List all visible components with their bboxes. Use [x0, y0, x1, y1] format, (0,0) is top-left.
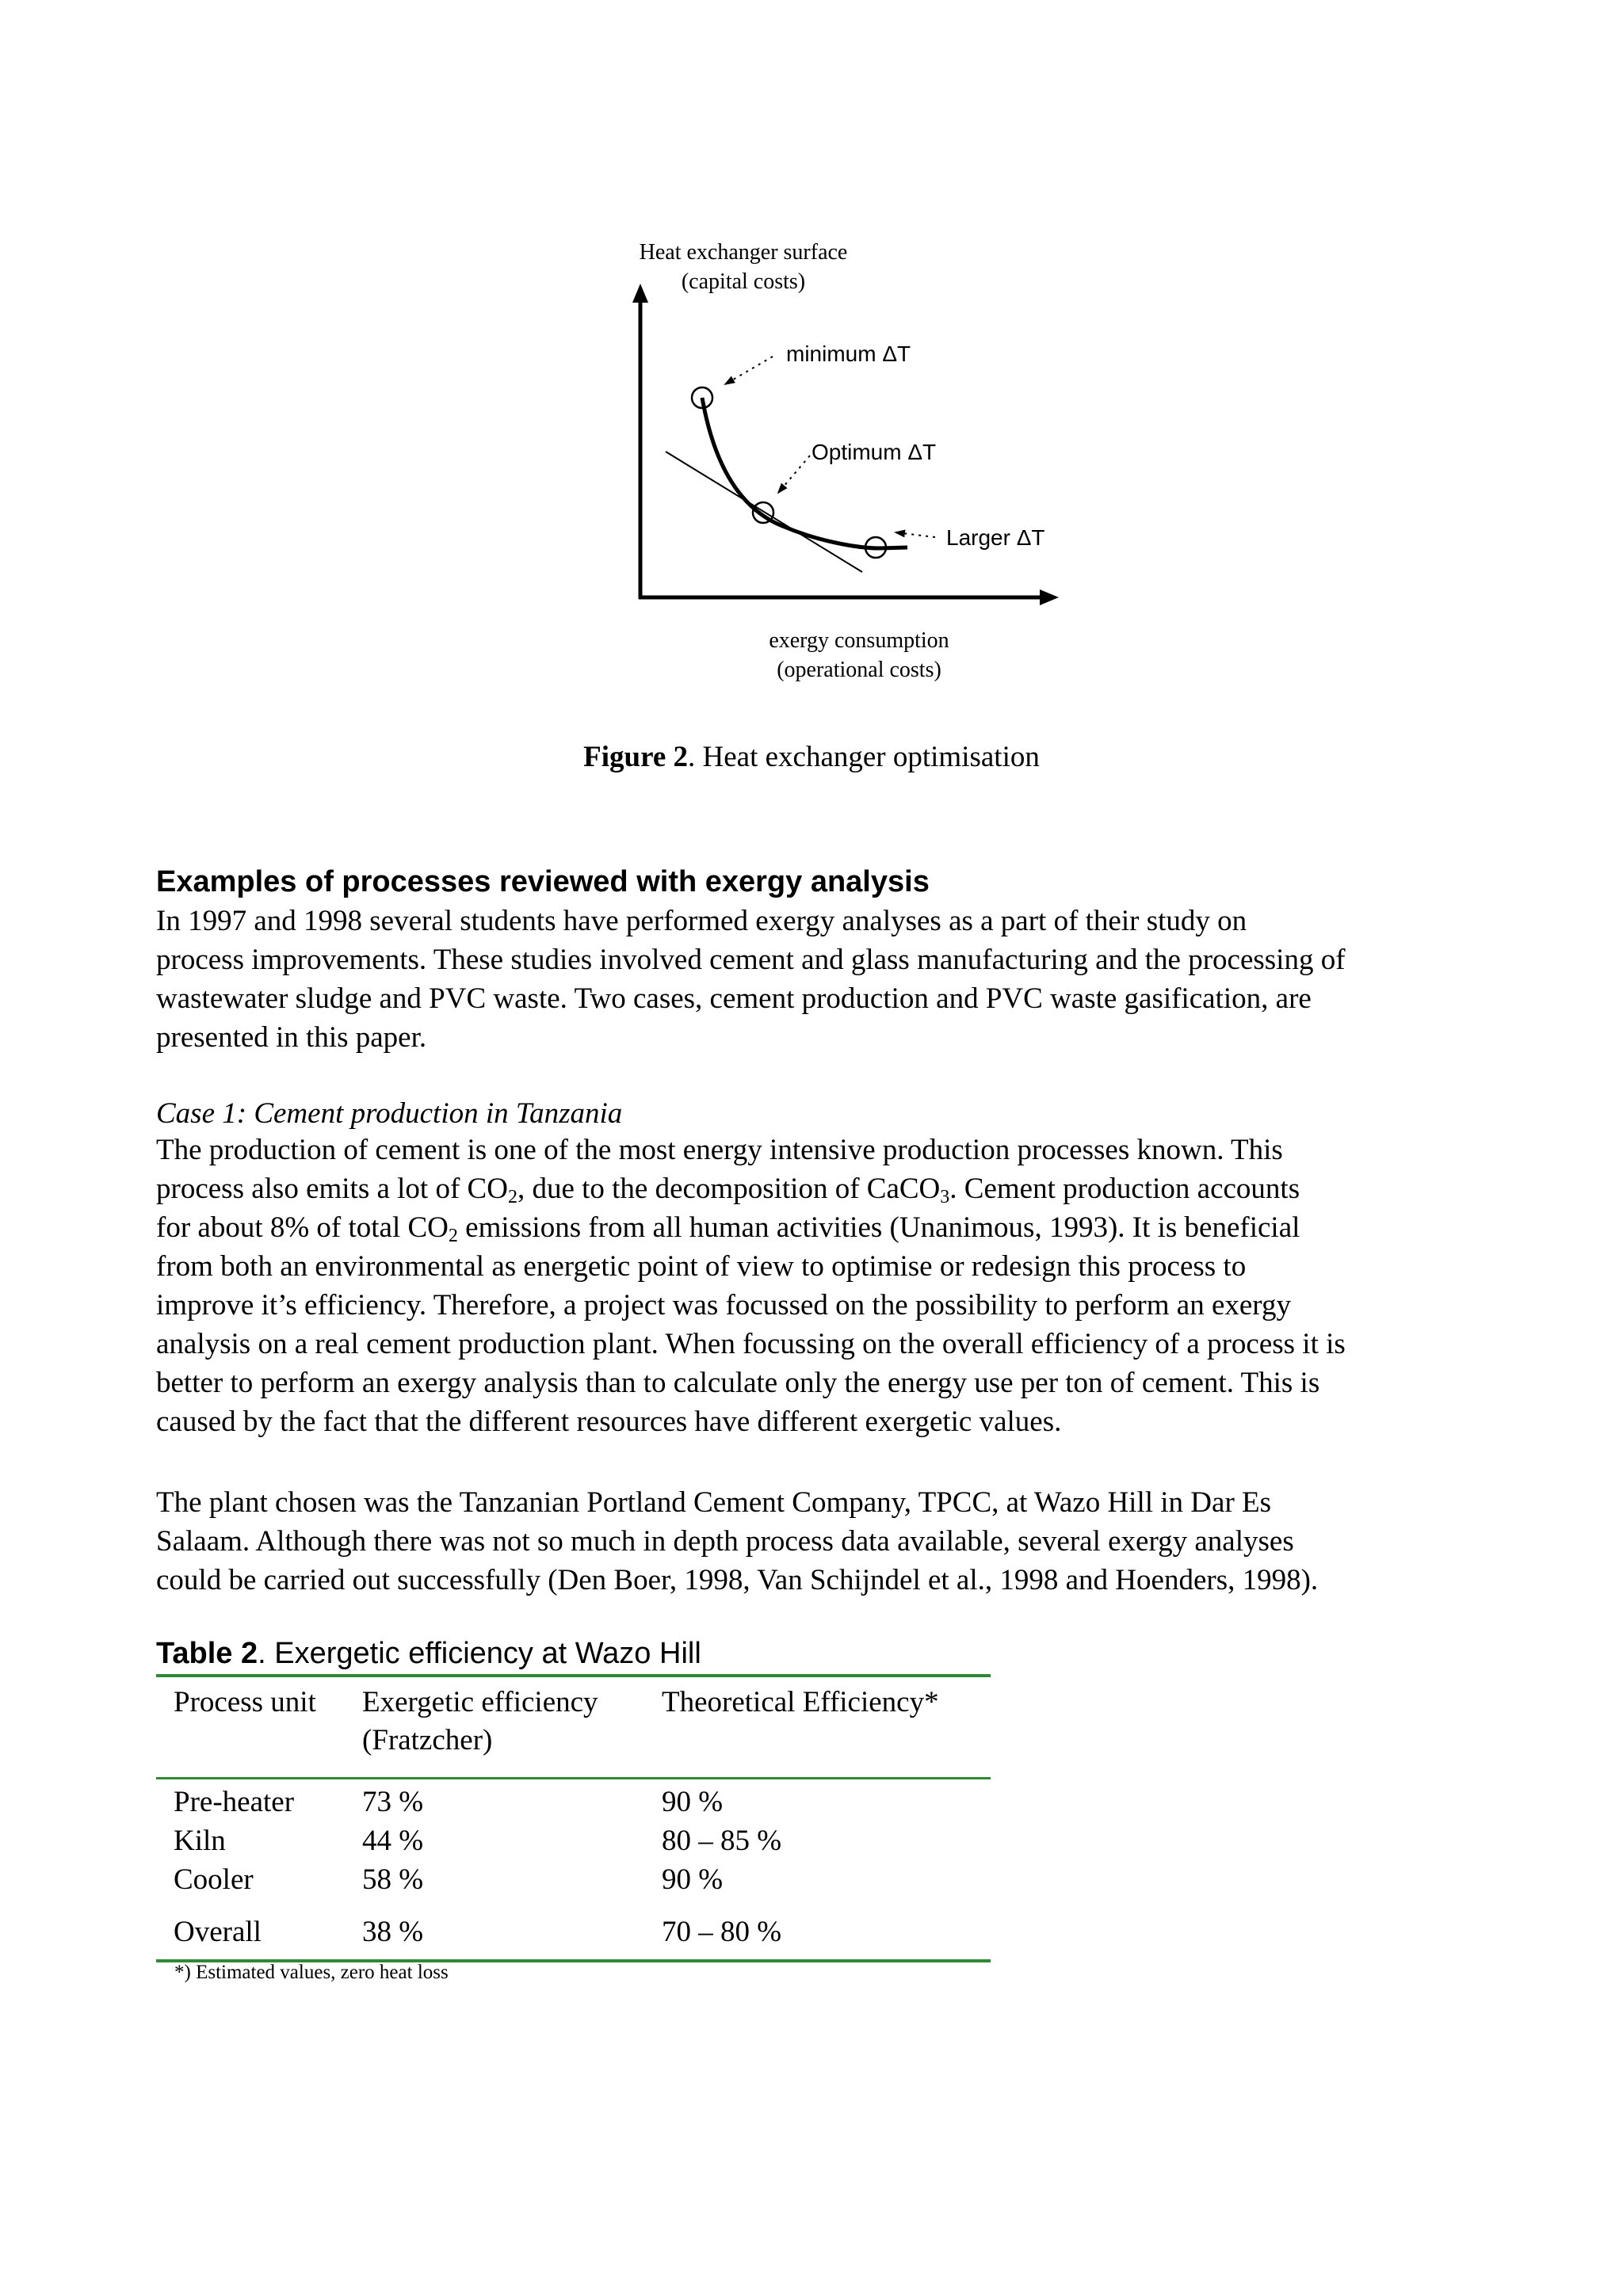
table-title-label: Table 2 [156, 1637, 258, 1670]
row-theoretical: 70 – 80 % [662, 1916, 782, 1948]
paragraph-line: process improvements. These studies involved cement and glass manufacturing and the processing of [156, 944, 1346, 976]
table-title [156, 1635, 701, 1672]
paragraph-plant [156, 1483, 1503, 1600]
optimum-annotation-arrow [778, 456, 810, 493]
paragraph-line: In 1997 and 1998 several students have performed exergy analyses as a part of their study on [156, 905, 1247, 937]
table-footnote: *) Estimated values, zero heat loss [174, 1962, 449, 1983]
figure-caption [0, 740, 1623, 775]
text-fragment: . Cement production accounts [949, 1173, 1300, 1205]
table-top-rule [156, 1674, 991, 1677]
annotation-larger: Larger ΔT [946, 525, 1045, 550]
paragraph-line [156, 1208, 1503, 1247]
figure-caption-text: . Heat exchanger optimisation [688, 741, 1040, 773]
x-axis-arrowhead [1040, 589, 1059, 605]
row-exergetic: 44 % [362, 1825, 424, 1857]
header-theoretical: Theoretical Efficiency* [662, 1686, 939, 1718]
paragraph-line: better to perform an exergy analysis than to calculate only the energy use per ton of cement. This is [156, 1367, 1320, 1399]
row-unit: Kiln [174, 1825, 226, 1857]
heat-exchanger-diagram [555, 230, 1109, 697]
text-fragment: emissions from all human activities (Unanimous, 1993). It is beneficial [457, 1211, 1300, 1244]
table-title-text: . Exergetic efficiency at Wazo Hill [258, 1637, 701, 1670]
header-exergetic-line2: (Fratzcher) [362, 1724, 493, 1756]
row-theoretical: 80 – 85 % [662, 1825, 782, 1857]
subscript: 2 [448, 1226, 458, 1246]
section-heading: Examples of processes reviewed with exergy analysis [156, 865, 930, 898]
figure-caption-label: Figure 2 [583, 741, 689, 773]
row-unit: Overall [174, 1916, 262, 1948]
case-title: Case 1: Cement production in Tanzania [156, 1097, 623, 1130]
y-axis-label-line2: (capital costs) [681, 269, 806, 294]
paragraph-intro [156, 902, 1503, 1057]
row-exergetic: 58 % [362, 1863, 424, 1896]
paragraph-line: Salaam. Although there was not so much in depth process data available, several exergy analyses [156, 1525, 1294, 1558]
minimum-annotation-arrow [725, 357, 773, 384]
paragraph-line: presented in this paper. [156, 1021, 427, 1054]
paragraph-line: caused by the fact that the different resources have different exergetic values. [156, 1405, 1062, 1438]
tangent-line [666, 452, 862, 572]
larger-annotation-arrow [896, 532, 935, 537]
text-fragment: , due to the decomposition of CaCO [517, 1173, 941, 1205]
paragraph-line: from both an environmental as energetic point of view to optimise or redesign this process to [156, 1250, 1247, 1283]
text-fragment: process also emits a lot of CO [156, 1173, 508, 1205]
y-axis-arrowhead [632, 284, 648, 303]
x-axis-label-line2: (operational costs) [777, 658, 941, 682]
paragraph-line: The production of cement is one of the most energy intensive production processes known. This [156, 1134, 1283, 1166]
paragraph-line: improve it’s efficiency. Therefore, a project was focussed on the possibility to perform an exergy [156, 1289, 1291, 1322]
annotation-optimum: Optimum ΔT [812, 440, 937, 464]
row-exergetic: 38 % [362, 1916, 424, 1948]
row-theoretical: 90 % [662, 1863, 724, 1896]
row-unit: Pre-heater [174, 1786, 295, 1818]
row-exergetic: 73 % [362, 1786, 424, 1818]
annotation-minimum: minimum ΔT [786, 341, 911, 366]
text-fragment: for about 8% of total CO [156, 1211, 449, 1244]
paragraph-line [156, 1169, 1503, 1208]
paragraph-line: The plant chosen was the Tanzanian Portland Cement Company, TPCC, at Wazo Hill in Dar Es [156, 1486, 1272, 1519]
paragraph-line: could be carried out successfully (Den Boer, 1998, Van Schijndel et al., 1998 and Hoenders, 1998). [156, 1564, 1319, 1596]
paragraph-line: analysis on a real cement production plant. When focussing on the overall efficiency of a process it is [156, 1328, 1346, 1360]
subscript: 2 [507, 1187, 517, 1207]
header-process-unit: Process unit [174, 1686, 316, 1718]
figure-heat-exchanger [555, 230, 1109, 697]
row-unit: Cooler [174, 1863, 254, 1896]
x-axis-label-line1: exergy consumption [769, 628, 949, 653]
subscript: 3 [940, 1187, 950, 1207]
cost-curve [702, 398, 907, 548]
header-exergetic-line1: Exergetic efficiency [362, 1686, 598, 1718]
y-axis-label-line1: Heat exchanger surface [639, 240, 848, 265]
row-theoretical: 90 % [662, 1786, 724, 1818]
paragraph-cement [156, 1131, 1503, 1441]
table-header-rule [156, 1777, 991, 1779]
paragraph-line: wastewater sludge and PVC waste. Two cases, cement production and PVC waste gasification, are [156, 982, 1312, 1015]
